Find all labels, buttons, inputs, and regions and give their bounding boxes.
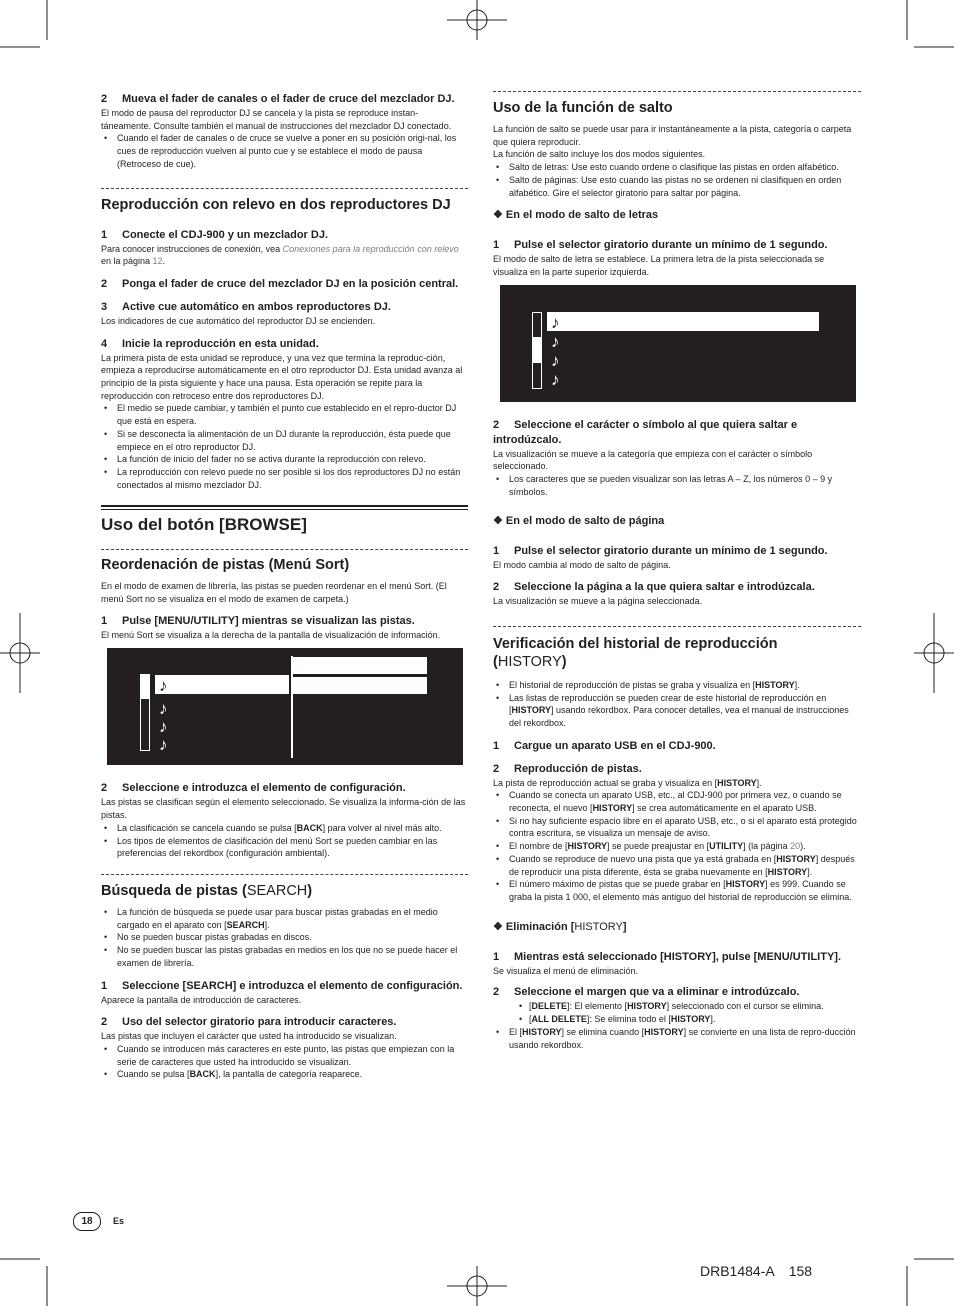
section-divider xyxy=(101,549,468,550)
bullet-item: • La función de búsqueda se puede usar para buscar pistas grabadas en el medio cargado en el aparato con [SEARCH]. xyxy=(101,906,468,931)
step-number: 2 xyxy=(493,762,500,775)
music-note-icon: ♪ xyxy=(551,369,560,389)
body-text: La función de salto se puede usar para ir instantáneamente a la pista, categoría o carpeta que quiera reproducir. xyxy=(493,124,852,147)
subsection-heading: ❖ En el modo de salto de página xyxy=(493,515,665,528)
body-text: La pista de reproducción actual se graba y visualiza en [HISTORY]. xyxy=(493,777,762,788)
section-divider xyxy=(101,874,468,875)
body-text: La primera pista de esta unidad se reproduce, y una vez que termina la reproduc-ción, empieza a reproducirse automáticamente en el otro reproductor DJ. Esta unidad avanza al principio de la pista siguiente y hace una pausa. Esta operación se repite para la reproducción con retroceso entre dos reproductores DJ. xyxy=(101,352,463,401)
body-text: La función de salto incluye los dos modos siguientes. xyxy=(493,149,706,160)
doc-code: DRB1484-A xyxy=(700,1263,775,1279)
chapter-heading: Uso del botón [BROWSE] xyxy=(101,515,307,535)
bullet-item: • El medio se puede cambiar, y también el punto cue establecido en el repro-ductor DJ que está en espera. xyxy=(101,402,468,427)
body-text: Las pistas se clasifican según el elemento seleccionado. Se visualiza la informa-ción de las pistas. xyxy=(101,797,466,821)
music-note-icon: ♪ xyxy=(551,312,560,332)
step-title: Reproducción de pistas. xyxy=(514,762,642,775)
bullet-item: • No se pueden buscar las pistas grabadas en medios en los que no se puede hacer el examen de librería. xyxy=(101,944,468,969)
body-text: Los indicadores de cue automático del reproductor DJ se encienden. xyxy=(101,315,376,326)
body-text: En el modo de examen de librería, las pistas se pueden reordenar en el menú Sort. (El menú Sort no se visualiza en el modo de examen de carpeta.) xyxy=(101,581,447,605)
step-number: 4 xyxy=(101,337,108,350)
step-number: 2 xyxy=(493,986,500,999)
step-number: 1 xyxy=(101,979,108,992)
doc-page: 158 xyxy=(788,1263,813,1279)
sort-menu-selected-item xyxy=(293,677,427,694)
body-text: El modo de pausa del reproductor DJ se cancela y la pista se reproduce instan-táneamente. Consulte también el manual de instrucciones del mezclador DJ conectado. xyxy=(101,108,452,131)
bullet-item: • La reproducción con relevo puede no ser posible si los dos reproductores DJ no están conectados al mismo mezclador DJ. xyxy=(101,466,468,491)
scrollbar xyxy=(140,674,150,751)
bullet-item: • Cuando se introducen más caracteres en este punto, las pistas que empiezan con la serie de caracteres que usted ha introducido se visualizan. xyxy=(101,1043,468,1068)
step-number: 2 xyxy=(493,581,500,594)
step-title: Cargue un aparato USB en el CDJ-900. xyxy=(514,739,716,752)
step-title: Seleccione [SEARCH] e introduzca el elemento de configuración. xyxy=(122,979,463,992)
bullet-item: • El número máximo de pistas que se puede grabar en [HISTORY] es 999. Cuando se graba la pista 1 000, el elemento más antiguo del historial de reproducción se elimina. xyxy=(493,878,861,903)
document-code xyxy=(700,1263,812,1279)
bullet-item: • Si se desconecta la alimentación de un DJ durante la reproducción, ésta puede que empiece en el otro reproductor DJ. xyxy=(101,428,468,453)
bullet-item: • [ALL DELETE]: Se elimina todo el [HISTORY]. xyxy=(493,1013,861,1026)
section-heading: Búsqueda de pistas (SEARCH) xyxy=(101,882,313,899)
page-number-badge xyxy=(73,1212,101,1231)
diamond-icon: ❖ xyxy=(493,920,506,933)
step-number: 1 xyxy=(101,614,108,627)
body-text: El menú Sort se visualiza a la derecha de la pantalla de visualización de información. xyxy=(101,629,441,640)
step-title: Ponga el fader de cruce del mezclador DJ en la posición central. xyxy=(122,277,459,290)
bullet-item: • Los tipos de elementos de clasificación del menú Sort se pueden cambiar en las preferencias del rekordbox (configuración ambiental). xyxy=(101,835,468,860)
page-link[interactable]: 20 xyxy=(790,841,801,852)
bullet-item: • Cuando se pulsa [BACK], la pantalla de categoría reaparece. xyxy=(101,1068,468,1081)
step-title: Pulse el selector giratorio durante un mínimo de 1 segundo. xyxy=(514,545,828,558)
section-divider xyxy=(101,188,468,189)
step-number: 2 xyxy=(101,782,108,795)
step-title: Pulse [MENU/UTILITY] mientras se visualizan las pistas. xyxy=(122,614,415,627)
step-title: Uso del selector giratorio para introducir caracteres. xyxy=(122,1016,397,1029)
cross-reference-link[interactable]: Conexiones para la reproducción con relevo xyxy=(282,243,459,254)
bullet-item: • El historial de reproducción de pistas se graba y visualiza en [HISTORY]. xyxy=(493,679,861,692)
diamond-icon: ❖ xyxy=(493,209,506,222)
bullet-item: • La clasificación se cancela cuando se pulsa [BACK] para volver al nivel más alto. xyxy=(101,822,468,835)
bullet-item: • [DELETE]: El elemento [HISTORY] seleccionado con el cursor se elimina. xyxy=(493,1000,861,1013)
step-title: Seleccione el margen que va a eliminar e introdúzcalo. xyxy=(514,986,800,999)
section-divider xyxy=(493,91,861,92)
music-note-icon: ♪ xyxy=(159,735,168,755)
chapter-divider xyxy=(101,505,468,510)
music-note-icon: ♪ xyxy=(159,717,168,737)
body-text: El modo cambia al modo de salto de página. xyxy=(493,560,671,571)
section-heading: Verificación del historial de reproducción (HISTORY) xyxy=(493,635,778,670)
step-title: Active cue automático en ambos reproductores DJ. xyxy=(122,300,391,313)
body-text: Se visualiza el menú de eliminación. xyxy=(493,965,639,976)
letter-jump-display xyxy=(500,285,856,402)
subsection-heading: ❖ Eliminación [HISTORY] xyxy=(493,920,627,933)
body-text: La visualización se mueve a la categoría que empieza con el carácter o símbolo seleccionado. xyxy=(493,448,813,472)
body-text: El modo de salto de letra se establece. La primera letra de la pista seleccionada se visualiza en la parte superior izquierda. xyxy=(493,254,825,277)
bullet-item: • La función de inicio del fader no se activa durante la reproducción con relevo. xyxy=(101,453,468,466)
step-title: Seleccione e introduzca el elemento de configuración. xyxy=(122,782,406,795)
step-title: Seleccione la página a la que quiera saltar e introdúzcala. xyxy=(514,581,815,594)
sort-menu-display xyxy=(107,648,463,765)
step-title: Inicie la reproducción en esta unidad. xyxy=(122,337,319,350)
left-column xyxy=(101,88,468,1081)
bullet-item: • Los caracteres que se pueden visualizar son las letras A – Z, los números 0 – 9 y símbolos. xyxy=(493,473,861,498)
bullet-item: • Cuando se reproduce de nuevo una pista que ya está grabada en [HISTORY] después de reproducir una pista diferente, ésta se graba nuevamente en [HISTORY]. xyxy=(493,853,861,878)
step-title: Mientras está seleccionado [HISTORY], pulse [MENU/UTILITY]. xyxy=(514,950,842,963)
bullet-item: • Las listas de reproducción se pueden crear de este historial de reproducción en [HISTORY] usando rekordbox. Para conocer detalles, vea el manual de instrucciones del rekordbox. xyxy=(493,692,861,730)
section-heading: Reordenación de pistas (Menú Sort) xyxy=(101,557,350,574)
step-number: 1 xyxy=(493,950,500,963)
step-number: 2 xyxy=(101,1016,108,1029)
subsection-heading: ❖ En el modo de salto de letras xyxy=(493,209,659,222)
selected-row-highlight xyxy=(547,312,819,331)
language-code: Es xyxy=(113,1216,125,1226)
scrollbar-thumb xyxy=(141,675,149,699)
step-number: 1 xyxy=(493,239,500,252)
step-number: 2 xyxy=(101,277,108,290)
step-title: Mueva el fader de canales o el fader de cruce del mezclador DJ. xyxy=(122,93,455,105)
bullet-item: • Salto de letras: Use esto cuando ordene o clasifique las pistas en orden alfabético. xyxy=(493,161,861,174)
section-heading: Uso de la función de salto xyxy=(493,100,673,116)
body-text: Aparece la pantalla de introducción de caracteres. xyxy=(101,994,302,1005)
step-number: 3 xyxy=(101,300,108,313)
bullet-item: • Cuando se conecta un aparato USB, etc., al CDJ-900 por primera vez, o cuando se reconecta, el nuevo [HISTORY] se crea automáticamente en el aparato USB. xyxy=(493,789,861,814)
step-number: 1 xyxy=(493,739,500,752)
music-note-icon: ♪ xyxy=(551,331,560,351)
bullet-item: • Si no hay suficiente espacio libre en el aparato USB, etc., o si el aparato está protegido contra escritura, se visualiza un mensaje de aviso. xyxy=(493,815,861,840)
diamond-icon: ❖ xyxy=(493,515,506,528)
step-title: Pulse el selector giratorio durante un mínimo de 1 segundo. xyxy=(514,239,828,252)
music-note-icon: ♪ xyxy=(159,699,168,719)
section-divider xyxy=(493,626,861,627)
step-title: Conecte el CDJ-900 y un mezclador DJ. xyxy=(122,228,329,241)
music-note-icon: ♪ xyxy=(159,676,168,696)
bullet-item: • Cuando el fader de canales o de cruce se vuelve a poner en su posición origi-nal, los cues de reproducción vuelven al punto cue y se establece el modo de pausa (Retroceso de cue). xyxy=(101,132,468,170)
scrollbar xyxy=(532,312,542,389)
bullet-item: • El [HISTORY] se elimina cuando [HISTORY] se convierte en una lista de repro-ducción usando rekordbox. xyxy=(493,1026,861,1051)
step-number: 1 xyxy=(493,545,500,558)
step-title: Seleccione el carácter o símbolo al que quiera saltar e introdúzcalo. xyxy=(493,418,798,446)
selected-row-highlight xyxy=(155,675,289,694)
scrollbar-thumb xyxy=(533,337,541,363)
bullet-item: • Salto de páginas: Use esto cuando las pistas no se ordenen ni clasifiquen en orden alfabético. Gire el selector giratorio para saltar por página. xyxy=(493,174,861,199)
body-text: La visualización se mueve a la página seleccionada. xyxy=(493,596,703,607)
bullet-item: • El nombre de [HISTORY] se puede preajustar en [UTILITY] (la página 20). xyxy=(493,840,861,853)
music-note-icon: ♪ xyxy=(551,350,560,370)
section-heading: Reproducción con relevo en dos reproductores DJ xyxy=(101,196,451,213)
right-column xyxy=(493,88,861,1051)
body-text: Las pistas que incluyen el carácter que usted ha introducido se visualizan. xyxy=(101,1031,397,1042)
sort-menu-header xyxy=(293,657,427,674)
step-number: 2 xyxy=(493,418,500,431)
page-link[interactable]: 12 xyxy=(152,256,163,267)
page-number: 18 xyxy=(81,1216,93,1227)
body-text: Para conocer instrucciones de conexión, vea Conexiones para la reproducción con relevo en la página 12. xyxy=(101,243,459,267)
bullet-item: • No se pueden buscar pistas grabadas en discos. xyxy=(101,931,468,944)
step-number: 1 xyxy=(101,228,108,241)
step-number: 2 xyxy=(101,93,108,105)
